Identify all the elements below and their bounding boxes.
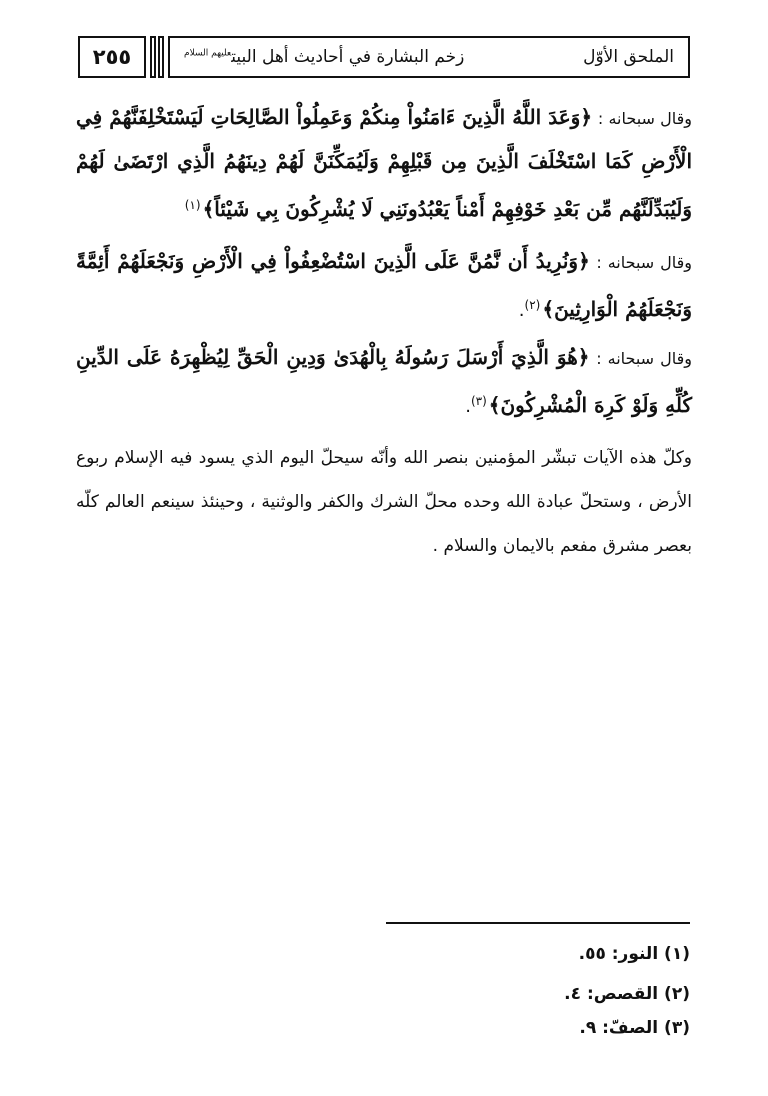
verse-intro: وقال سبحانه : [596,349,693,368]
footnote-ref: (٣) [470,394,487,408]
chapter-title: الملحق الأوّل [583,47,674,67]
verse-open-bracket: ﴿ [577,345,590,369]
verse-close-bracket: ﴾ [542,297,555,321]
verse-close-bracket: ﴾ [202,197,215,221]
book-title-text: زخم البشارة في أحاديث أهل البيت [231,47,465,67]
header-divider [150,36,156,78]
header-divider [158,36,164,78]
closing-text: وكلّ هذه الآيات تبشّر المؤمنين بنصر الله وأنّه سيحلّ اليوم الذي يسود فيه الإسلام ربوع الأرض ، وستحلّ عبادة الله وحده محلّ الشرك والكفر والوثنية ، وحينئذ سينعم العالم كلّه بعصر مشرق مفعم بالايمان والسلام . [76,448,692,556]
page-number-box [78,36,146,78]
sentence-end: . [518,300,525,321]
footnote-separator [386,922,690,924]
footnote: (٢) القصص: ٤. [564,984,690,1004]
quran-verse: هُوَ الَّذِيَ أَرْسَلَ رَسُولَهُ بِالْهُدَىٰ وَدِينِ الْحَقِّ لِيُظْهِرَهُ عَلَى الدِّينِ كُلِّهِ وَلَوْ كَرِهَ الْمُشْرِكُونَ [76,345,692,417]
header-title-box [168,36,690,78]
book-title [184,47,464,67]
verse-close-bracket: ﴾ [488,393,501,417]
verse-paragraph [76,96,692,232]
quran-verse: وَنُرِيدُ أَن نَّمُنَّ عَلَى الَّذِينَ اسْتُضْعِفُواْ فِي الْأَرْضِ وَنَجْعَلَهُمْ أَئِمَّةً وَنَجْعَلَهُمُ الْوَارِثِينَ [76,249,692,321]
page-header [78,36,690,80]
verse-intro: وقال سبحانه : [597,109,692,128]
sentence-end: . [465,396,471,417]
verse-paragraph [76,336,692,428]
verse-open-bracket: ﴿ [578,249,590,273]
footnote-ref: (١) [184,198,201,212]
footnote: (١) النور: ٥٥. [578,944,690,964]
verse-intro: وقال سبحانه : [596,253,692,272]
footnote: (٣) الصفّ: ٩. [579,1018,690,1038]
verse-paragraph [76,240,692,332]
verse-open-bracket: ﴿ [580,105,593,129]
closing-paragraph [76,436,692,568]
footnote-ref: (٢) [524,298,541,312]
honorific-text: عليهم السلام [184,48,232,59]
page-number: ٢٥٥ [92,45,132,69]
quran-verse: وَعَدَ اللَّهُ الَّذِينَ ءَامَنُواْ مِنكُمْ وَعَمِلُواْ الصَّالِحَاتِ لَيَسْتَخْلِفَنَّهُمْ فِي الْأَرْضِ كَمَا اسْتَخْلَفَ الَّذِينَ مِن قَبْلِهِمْ وَلَيُمَكِّنَنَّ لَهُمْ دِينَهُمُ الَّذِي ارْتَضَىٰ لَهُمْ وَلَيُبَدِّلَنَّهُم مِّن بَعْدِ خَوْفِهِمْ أَمْناً يَعْبُدُونَنِي لَا يُشْرِكُونَ بِي شَيْئاً [76,105,692,221]
